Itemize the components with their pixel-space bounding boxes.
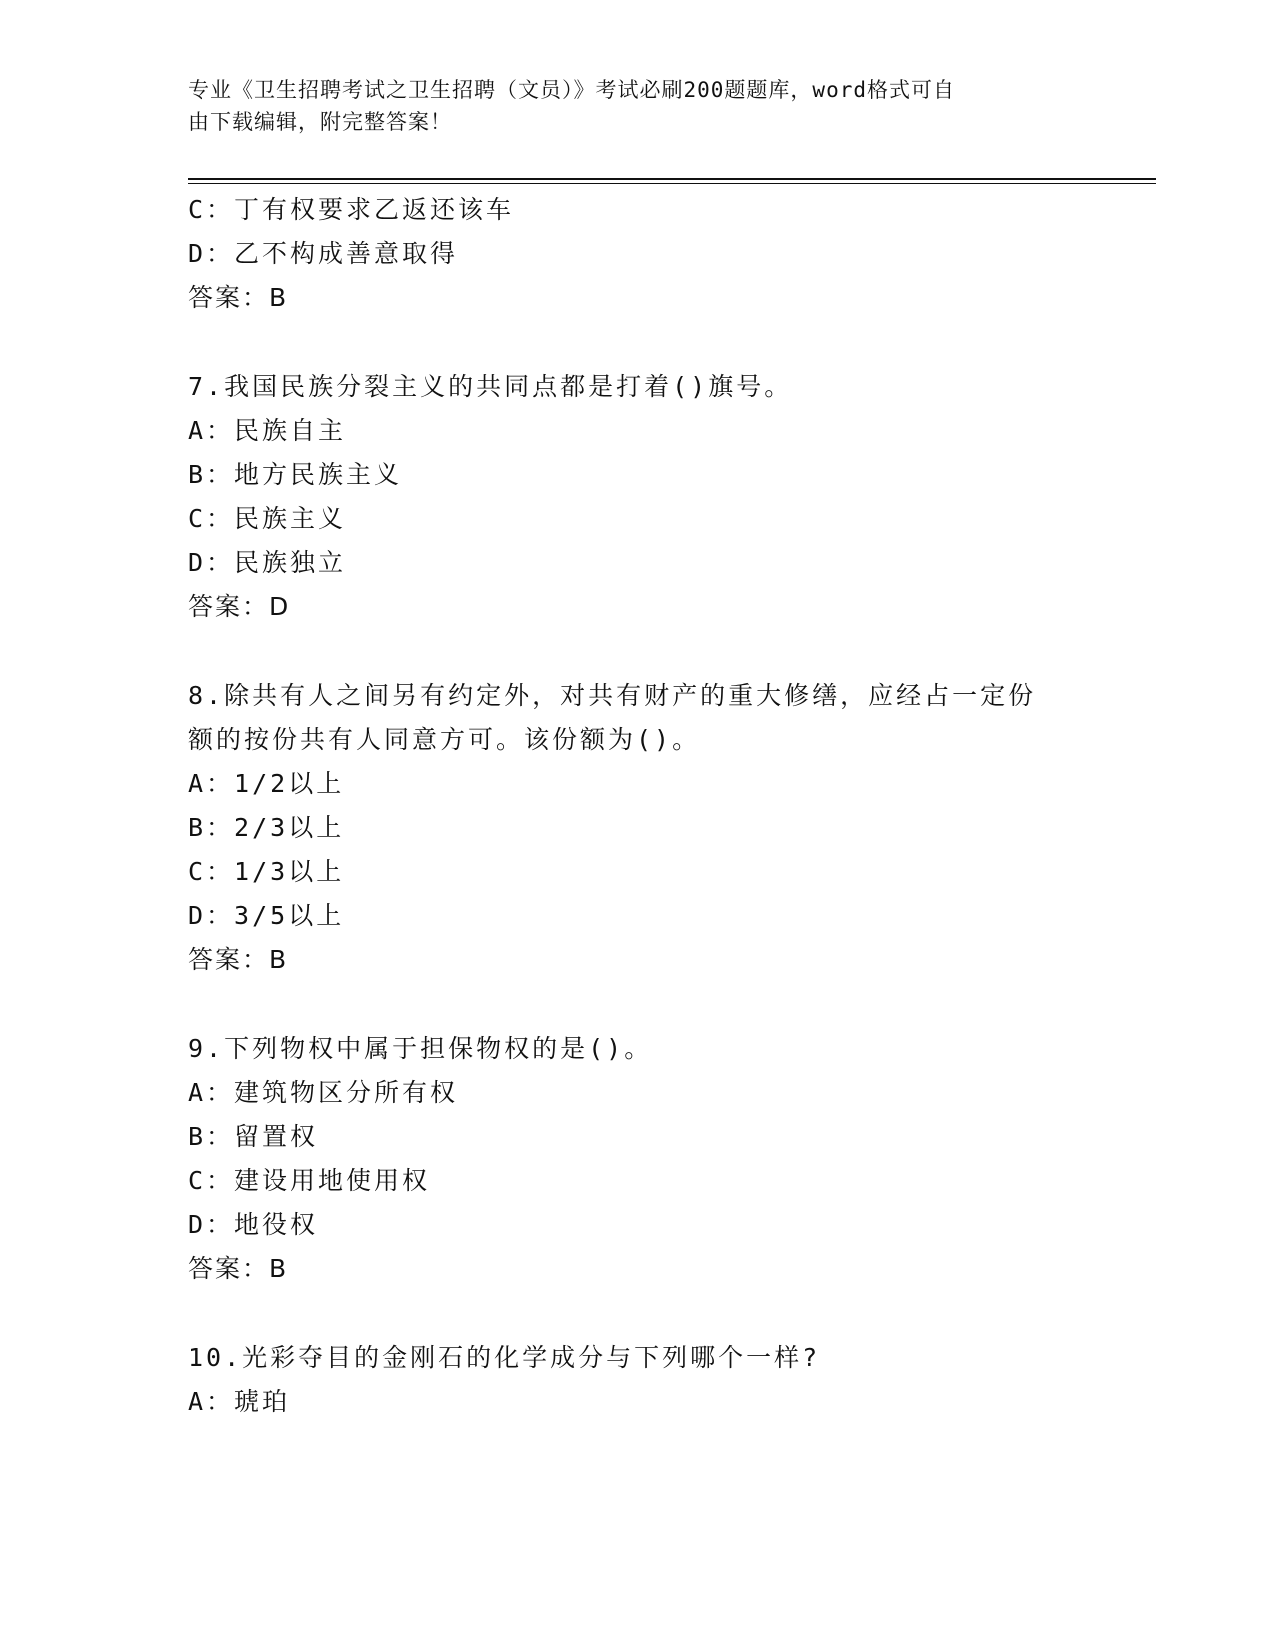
header-line-1: 专业《卫生招聘考试之卫生招聘（文员）》考试必刷200题题库，word格式可自 (188, 78, 955, 102)
q7-option-b: B：地方民族主义 (188, 460, 403, 489)
q8-option-b: B：2/3以上 (188, 813, 345, 842)
q9-question: 9.下列物权中属于担保物权的是()。 (188, 1034, 653, 1063)
q9-option-c: C：建设用地使用权 (188, 1166, 431, 1195)
q9-option-b: B：留置权 (188, 1122, 319, 1151)
q6-option-c: C：丁有权要求乙返还该车 (188, 195, 515, 224)
q8-option-d: D：3/5以上 (188, 901, 345, 930)
q8-answer: 答案：B (188, 945, 289, 974)
q10-question: 10.光彩夺目的金刚石的化学成分与下列哪个一样? (188, 1343, 821, 1372)
header-line-2: 由下载编辑，附完整答案！ (188, 110, 452, 134)
q8-option-c: C：1/3以上 (188, 857, 345, 886)
q7-answer: 答案：D (188, 592, 291, 621)
q7-option-c: C：民族主义 (188, 504, 347, 533)
q9-answer: 答案：B (188, 1254, 289, 1283)
document-header (188, 74, 1068, 138)
q8-question-line-2: 额的按份共有人同意方可。该份额为()。 (188, 725, 701, 754)
header-divider-thin (188, 183, 1156, 184)
q10-option-a: A：琥珀 (188, 1387, 291, 1416)
q8-question-line-1: 8.除共有人之间另有约定外，对共有财产的重大修缮，应经占一定份 (188, 681, 1037, 710)
q7-option-d: D：民族独立 (188, 548, 347, 577)
q7-option-a: A：民族自主 (188, 416, 347, 445)
q9-option-a: A：建筑物区分所有权 (188, 1078, 459, 1107)
header-divider-thick (188, 178, 1156, 180)
q9-option-d: D：地役权 (188, 1210, 319, 1239)
q6-answer: 答案：B (188, 283, 289, 312)
q7-question: 7.我国民族分裂主义的共同点都是打着()旗号。 (188, 372, 793, 401)
q8-option-a: A：1/2以上 (188, 769, 345, 798)
q6-option-d: D：乙不构成善意取得 (188, 239, 459, 268)
